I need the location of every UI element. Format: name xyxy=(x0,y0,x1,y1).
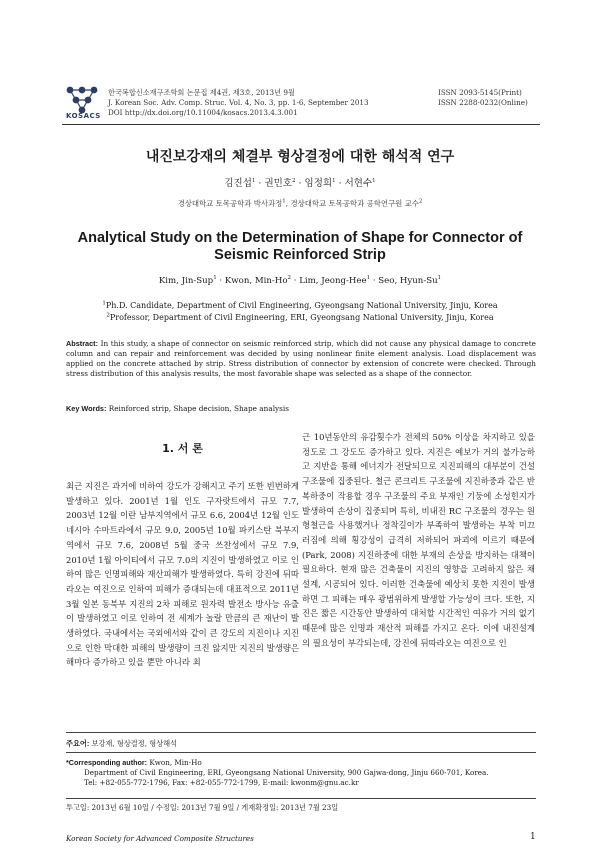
author-name: Kim, Jin-Sup xyxy=(158,276,214,286)
author-sup: 1 xyxy=(437,275,442,282)
author-name: 임정희 xyxy=(304,178,333,189)
author-sup: 2 xyxy=(287,275,291,282)
footnote-divider xyxy=(66,752,536,753)
submission-dates: 투고일: 2013년 6월 10일 / 수정일: 2013년 7월 9일 / 게재확정일: 2013년 7월 23일 xyxy=(66,803,339,812)
footer-journal: Korean Society for Advanced Composite Structures xyxy=(66,834,254,843)
affil-text: Ph.D. Candidate, Department of Civil Engineering, Gyeongsang National University, Jinju, Korea xyxy=(105,301,498,310)
author-name: Seo, Hyun-Su xyxy=(378,276,438,286)
header-divider xyxy=(62,124,540,125)
doi-line[interactable]: DOI http://dx.doi.org/10.11004/kosacs.2013.4.3.001 xyxy=(108,108,298,117)
korean-authors: 김진섭$^1$ · 권민호$^2$ · 임정희$^1$ · 서현수$^1$ xyxy=(224,177,376,189)
logo-text: KOSACS xyxy=(66,112,101,120)
author-name: Lim, Jeong-Hee xyxy=(299,276,367,286)
affil-b: , 경상대학교 토목공학과 공학연구원 교수 xyxy=(285,199,419,208)
keywords xyxy=(66,404,536,413)
body-column-right: 근 10년동안의 유감횟수가 전체의 50% 이상을 차지하고 있을 정도로 그 강도도 증가하고 있다. 지진은 예보가 거의 불가능하고 지반을 통해 에너지가 전달되므로 지진피해의 대부분이 건설 구조물에 집중된다. 철근 콘크리트 구조물에 지진하중과 같은 반복하중이 작용할 경우 구조물의 주요 부재인 기둥에 소성힌지가 발생하여 손상이 집중되며 특히, 비내진 RC 구조물의 경우는 원형철근을 사용했거나 정착길이가 부족하여 발생하는 부착 미끄러짐에 의해 횡강성이 급격히 저하되어 파괴에 이르기 때문에(Park, 2008) 지진하중에 대한 부재의 손상을 방지하는 대책이 필요하다. 현재 많은 건축물이 지진의 영향을 고려하지 않은 채 설계, 시공되어 있다. 이러한 건축물에 예상치 못한 지진이 발생하면 그 피해는 매우 광범위하게 발생할 가능성이 크다. 또한, 지진은 짧은 시간동안 발생하여 대처할 시간적인 여유가 거의 없기 때문에 많은 인명과 재산적 피해를 가지고 온다. 이에 내진설계의 필요성이 부각되는데, 강진에 뒤따라오는 여진으로 인 xyxy=(302,432,535,648)
footnote-divider xyxy=(66,732,536,733)
author-sup: 1 xyxy=(213,275,217,282)
english-affiliation-1 xyxy=(0,301,600,310)
author-sup: 1 xyxy=(332,177,336,184)
issn-online: ISSN 2288-0232(Online) xyxy=(438,98,528,107)
citation-line-kr: 한국복합신소재구조학회 논문집 제4권, 제3호, 2013년 9월 xyxy=(108,88,295,97)
affil-text: Professor, Department of Civil Engineering, ERI, Gyeongsang National University, Jinju, Korea xyxy=(109,313,494,322)
kw-label: 주요어: xyxy=(66,739,90,748)
kw-text: 보강재, 형상결정, 형상해석 xyxy=(89,739,178,748)
citation-line-en: J. Korean Soc. Adv. Comp. Struc. Vol. 4, No. 3, pp. 1-6, September 2013 xyxy=(108,98,369,107)
corr-label: *Corresponding author: xyxy=(66,758,148,767)
affil-a: 경상대학교 토목공학과 박사과정 xyxy=(177,199,283,208)
author-name: Kwon, Min-Ho xyxy=(224,276,288,286)
journal-citation xyxy=(108,88,369,118)
author-sup: 1 xyxy=(366,275,371,282)
page-number: 1 xyxy=(530,832,536,842)
section-title: 1. 서 론 xyxy=(162,442,203,455)
affil-sup: 1 xyxy=(102,300,106,307)
footnote-divider xyxy=(66,798,536,799)
affil-b-sup: 2 xyxy=(418,198,423,205)
corresponding-author xyxy=(66,758,489,788)
author-sup: 1 xyxy=(251,177,256,184)
affil-sup: 2 xyxy=(106,312,110,319)
author-name: 김진섭 xyxy=(224,178,252,189)
issn-print: ISSN 2093-5145(Print) xyxy=(438,88,522,97)
english-authors: Kim, Jin-Sup$^1$ · Kwon, Min-$Ho^2$ · Lim, Jeong-Hee$^1$ · Seo, Hyun-Su$^1$ xyxy=(158,275,442,286)
abstract-label: Abstract: xyxy=(66,339,99,348)
issn-block xyxy=(438,88,528,108)
corr-address: Department of Civil Engineering, ERI, Gyeongsang National University, 900 Gajwa-dong, Jinju 660-701, Korea. xyxy=(84,768,489,777)
corr-name: Kwon, Min-Ho xyxy=(147,758,202,767)
keywords-label: Key Words: xyxy=(66,404,107,413)
abstract xyxy=(66,339,536,379)
keywords-text: Reinforced strip, Shape decision, Shape analysis xyxy=(106,404,289,413)
affil-a-sup: 1 xyxy=(282,198,286,205)
korean-keywords xyxy=(66,739,177,749)
author-name: 권민호 xyxy=(264,178,292,189)
abstract-text: In this study, a shape of connector on seismic reinforced strip, which did not cause any physical damage to concrete column and can repair and reinforcement was decided by using nonlinear finite element analysis. Load displacement was applied on the concrete attached by strip. Stress distribution of connector by extension of concrete were checked. Through stress distribution of this analysis results, the most favorable shape was selected as a shape of the connector. xyxy=(66,339,536,378)
english-title: Analytical Study on the Determination of Shape for Connector of Seismic Reinforced Strip xyxy=(77,230,523,263)
korean-title: 내진보강재의 체결부 형상결정에 대한 해석적 연구 xyxy=(145,149,455,165)
body-column-left: 최근 지진은 과거에 비하여 강도가 강해지고 주기 또한 빈번하게 발생하고 있다. 2001년 1월 인도 구자랏트에서 규모 7.7, 2003년 12월 이란 남부지역에서 규모 6.6, 2004년 12월 인도네시아 수마트라에서 규모 9.0, 2005년 10월 파키스탄 북부지역에서 규모 7.6, 2008년 5월 중국 쓰찬성에서 규모 7.9, 2010년 1월 아이티에서 규모 7.0의 지진이 발생하였고 이로 인하여 많은 인명피해와 재산피해가 발생하였다. 특히 강진에 뒤따라오는 여진으로 인하여 피해가 증대되는데 대표적으로 2011년 3월 일본 동북부 지진의 2차 피해로 원자력 발전소 방사능 유출이 발생하였고 이로 인하여 전 세계가 놀랄 만큼의 큰 재난이 발생하였다. 국내에서는 국외에서와 같이 큰 강도의 지진이나 지진으로 인한 막대한 피해의 발생량이 크진 않지만 지진의 발생량은 해마다 증가하고 있을 뿐만 아니라 최 xyxy=(66,481,299,668)
english-affiliation-2 xyxy=(0,313,600,322)
korean-affiliation xyxy=(0,198,600,209)
author-sup: 2 xyxy=(291,177,296,184)
corr-contact: Tel: +82-055-772-1796, Fax: +82-055-772-1799, E-mail: kwonm@gnu.ac.kr xyxy=(84,778,359,787)
author-sup: 1 xyxy=(372,177,376,184)
author-name: 서현수 xyxy=(344,178,373,189)
